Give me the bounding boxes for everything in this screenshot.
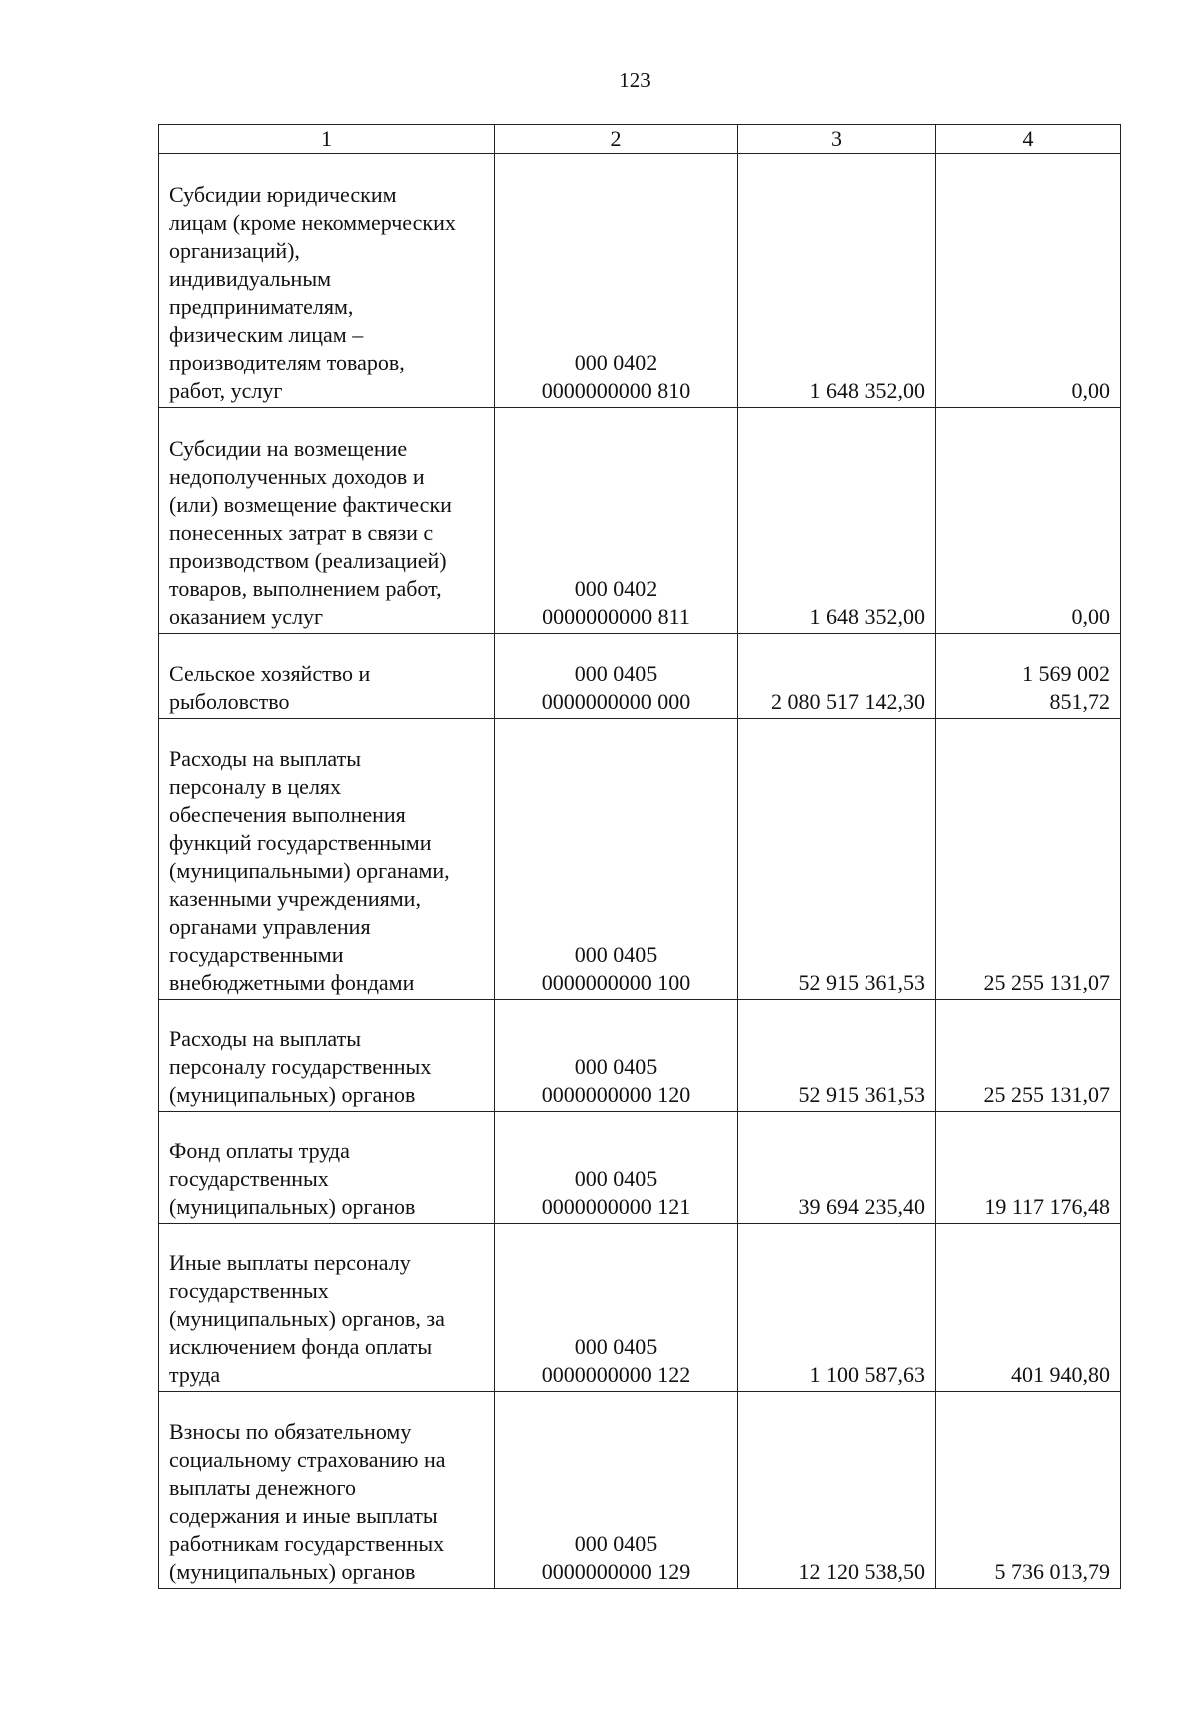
row-name-line: государственных: [169, 1278, 329, 1303]
row-value-col4: [936, 1224, 1121, 1392]
row-name-line: Расходы на выплаты: [169, 1026, 362, 1051]
table-row: [159, 1112, 1121, 1224]
row-name-line: рыболовство: [169, 689, 290, 714]
row-name-line: (муниципальных) органов, за: [169, 1306, 445, 1331]
table-row: [159, 154, 1121, 408]
row-name-line: социальному страхованию на: [169, 1447, 446, 1472]
row-value-col4: [936, 1392, 1121, 1589]
row-value-col4: [936, 408, 1121, 634]
row-code-line: 000 0405: [574, 1054, 658, 1079]
budget-table: [158, 124, 1121, 1589]
header-col-3: 3: [738, 125, 936, 154]
row-code-line: 0000000000 120: [541, 1082, 691, 1107]
row-code-line: 000 0405: [574, 1531, 658, 1556]
row-code: [495, 1224, 738, 1392]
row-value-col4-line: 0,00: [1071, 378, 1110, 403]
row-value-col4-line: 25 255 131,07: [983, 1082, 1110, 1107]
row-name: [159, 1000, 495, 1112]
row-code: [495, 634, 738, 719]
row-name-line: понесенных затрат в связи с: [169, 520, 434, 545]
row-name: [159, 408, 495, 634]
row-value-col4: [936, 1000, 1121, 1112]
row-code-line: 000 0402: [574, 576, 658, 601]
table-row: [159, 634, 1121, 719]
row-value-col3: 52 915 361,53: [738, 1000, 936, 1112]
table-row: [159, 408, 1121, 634]
table-row: [159, 1392, 1121, 1589]
row-value-col4: [936, 719, 1121, 1000]
row-value-col4-line: 0,00: [1071, 604, 1110, 629]
row-value-col3: 2 080 517 142,30: [738, 634, 936, 719]
row-name-line: выплаты денежного: [169, 1475, 356, 1500]
row-name-line: Расходы на выплаты: [169, 746, 362, 771]
row-code-line: 000 0405: [574, 1166, 658, 1191]
row-name-line: (муниципальных) органов: [169, 1559, 416, 1584]
row-code: [495, 1392, 738, 1589]
row-value-col3: 12 120 538,50: [738, 1392, 936, 1589]
row-name-line: исключением фонда оплаты: [169, 1334, 433, 1359]
row-name: [159, 719, 495, 1000]
header-col-1: 1: [159, 125, 495, 154]
row-name-line: внебюджетными фондами: [169, 970, 415, 995]
row-name-line: Фонд оплаты труда: [169, 1138, 350, 1163]
row-name-line: Сельское хозяйство и: [169, 661, 371, 686]
row-name: [159, 634, 495, 719]
row-code: [495, 719, 738, 1000]
row-name: [159, 154, 495, 408]
row-value-col4-line: 19 117 176,48: [984, 1194, 1110, 1219]
row-name-line: работникам государственных: [169, 1531, 445, 1556]
row-name: [159, 1392, 495, 1589]
row-value-col4-line: 25 255 131,07: [983, 970, 1110, 995]
row-name-line: государственными: [169, 942, 344, 967]
row-name-line: (муниципальных) органов: [169, 1194, 416, 1219]
row-name: [159, 1224, 495, 1392]
row-code-line: 000 0405: [574, 942, 658, 967]
row-name-line: обеспечения выполнения: [169, 802, 406, 827]
row-name-line: (или) возмещение фактически: [169, 492, 452, 517]
row-code-line: 000 0405: [574, 661, 658, 686]
row-value-col3: 39 694 235,40: [738, 1112, 936, 1224]
row-value-col3: 1 100 587,63: [738, 1224, 936, 1392]
row-name-line: предпринимателям,: [169, 294, 354, 319]
row-name-line: физическим лицам –: [169, 322, 364, 347]
row-value-col4-line: 851,72: [1049, 689, 1110, 714]
row-name-line: (муниципальных) органов: [169, 1082, 416, 1107]
row-code-line: 0000000000 000: [541, 689, 691, 714]
row-name-line: недополученных доходов и: [169, 464, 425, 489]
row-value-col3: 52 915 361,53: [738, 719, 936, 1000]
row-name-line: товаров, выполнением работ,: [169, 576, 442, 601]
row-code-line: 000 0402: [574, 350, 658, 375]
row-value-col4: [936, 634, 1121, 719]
row-name-line: Субсидии юридическим: [169, 182, 397, 207]
header-row: [159, 125, 1121, 154]
row-code-line: 0000000000 121: [541, 1194, 691, 1219]
row-name-line: персоналу в целях: [169, 774, 342, 799]
row-value-col4: [936, 1112, 1121, 1224]
row-code-line: 000 0405: [574, 1334, 658, 1359]
row-name-line: работ, услуг: [169, 378, 283, 403]
header-col-2: 2: [495, 125, 738, 154]
row-name-line: персоналу государственных: [169, 1054, 432, 1079]
row-name: [159, 1112, 495, 1224]
row-value-col3: 1 648 352,00: [738, 408, 936, 634]
row-code-line: 0000000000 129: [541, 1559, 691, 1584]
table-row: [159, 719, 1121, 1000]
row-code: [495, 154, 738, 408]
row-name-line: содержания и иные выплаты: [169, 1503, 438, 1528]
page-number: 123: [619, 68, 651, 92]
row-name-line: организаций),: [169, 238, 300, 263]
row-code-line: 0000000000 100: [541, 970, 691, 995]
row-value-col3: 1 648 352,00: [738, 154, 936, 408]
row-value-col4-line: 401 940,80: [1011, 1362, 1110, 1387]
row-name-line: функций государственными: [169, 830, 432, 855]
table-body: [159, 154, 1121, 1589]
row-value-col4-line: 1 569 002: [1022, 661, 1110, 686]
row-code-line: 0000000000 811: [542, 604, 690, 629]
row-value-col4-line: 5 736 013,79: [994, 1559, 1110, 1584]
row-name-line: лицам (кроме некоммерческих: [169, 210, 456, 235]
row-code-line: 0000000000 122: [541, 1362, 691, 1387]
row-name-line: органами управления: [169, 914, 371, 939]
row-code-line: 0000000000 810: [541, 378, 691, 403]
table-row: [159, 1000, 1121, 1112]
table-row: [159, 1224, 1121, 1392]
row-code: [495, 1112, 738, 1224]
row-name-line: Иные выплаты персоналу: [169, 1250, 411, 1275]
row-code: [495, 408, 738, 634]
row-name-line: Субсидии на возмещение: [169, 436, 408, 461]
row-name-line: производителям товаров,: [169, 350, 405, 375]
row-name-line: (муниципальными) органами,: [169, 858, 450, 883]
row-value-col4: [936, 154, 1121, 408]
row-name-line: Взносы по обязательному: [169, 1419, 412, 1444]
row-name-line: производством (реализацией): [169, 548, 447, 573]
row-name-line: индивидуальным: [169, 266, 332, 291]
row-name-line: государственных: [169, 1166, 329, 1191]
row-name-line: оказанием услуг: [169, 604, 324, 629]
header-col-4: 4: [936, 125, 1121, 154]
row-code: [495, 1000, 738, 1112]
row-name-line: труда: [169, 1362, 221, 1387]
row-name-line: казенными учреждениями,: [169, 886, 421, 911]
